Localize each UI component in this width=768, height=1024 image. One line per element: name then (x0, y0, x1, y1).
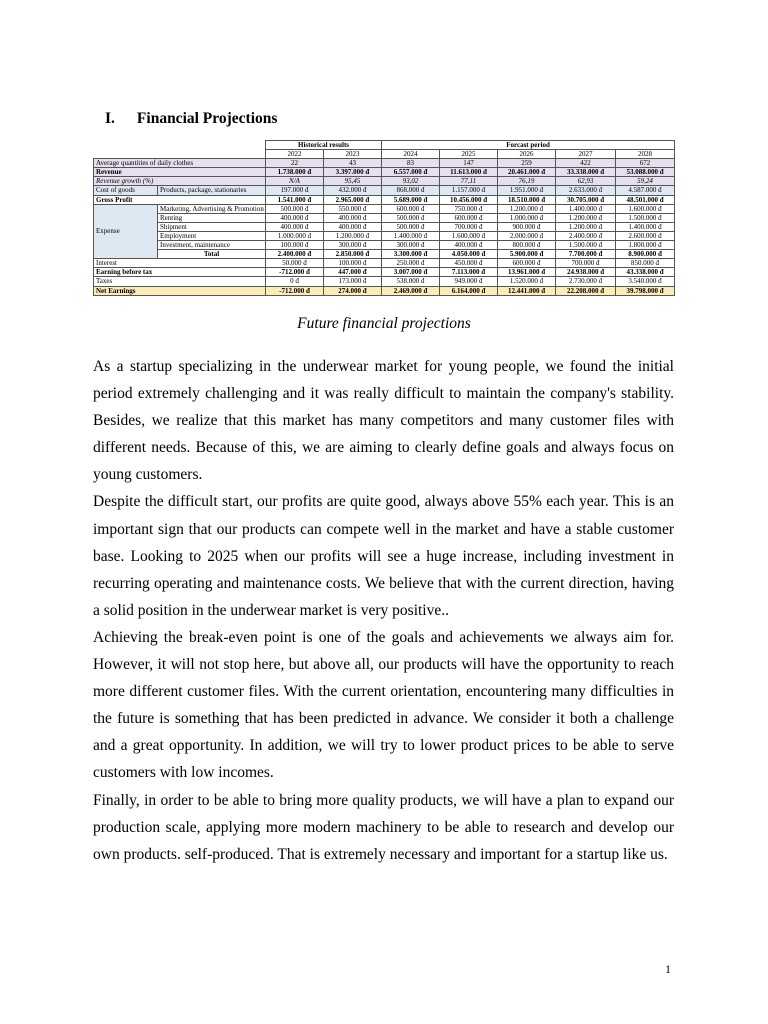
value-cell: 300.000 đ (382, 241, 440, 250)
value-cell: 5.900.000 đ (498, 250, 556, 259)
section-heading (105, 110, 277, 128)
value-cell: 900.000 đ (498, 222, 556, 231)
table-row-interest (94, 259, 675, 268)
value-cell: 500.000 đ (266, 204, 324, 213)
row-label: Net Earnings (94, 286, 266, 295)
table-row-marketing (94, 204, 675, 213)
year-cell: 2026 (498, 150, 556, 159)
value-cell: 39.798.000 đ (616, 286, 675, 295)
value-cell: 197.000 đ (266, 186, 324, 195)
value-cell: 447.000 đ (324, 268, 382, 277)
value-cell: -712.000 đ (266, 286, 324, 295)
value-cell: 1.200.000 đ (324, 231, 382, 240)
row-label: Gross Profit (94, 195, 266, 204)
value-cell: 83 (382, 159, 440, 168)
value-cell: 1.157.000 đ (440, 186, 498, 195)
value-cell: 500.000 đ (382, 213, 440, 222)
value-cell: 13.961.000 đ (498, 268, 556, 277)
value-cell: 700.000 đ (440, 222, 498, 231)
value-cell: 1.500.000 đ (556, 241, 616, 250)
value-cell: 400.000 đ (324, 213, 382, 222)
value-cell: 300.000 đ (324, 241, 382, 250)
value-cell: 600.000 đ (440, 213, 498, 222)
row-sublabel: Employment (158, 231, 266, 240)
value-cell: 100.000 đ (266, 241, 324, 250)
value-cell: 800.000 đ (498, 241, 556, 250)
value-cell: 53.088.000 đ (616, 168, 675, 177)
value-cell: 550.000 đ (324, 204, 382, 213)
value-cell: 259 (498, 159, 556, 168)
value-cell: 50.000 đ (266, 259, 324, 268)
value-cell: 1.600.000 đ (616, 204, 675, 213)
paragraph: Finally, in order to be able to bring more quality products, we will have a plan to expand our production scale, applying more modern machinery to be able to research and develop our own products. self-produced. That is extremely necessary and important for a startup like us. (93, 791, 674, 863)
value-cell: N/A (266, 177, 324, 186)
value-cell: 173.000 đ (324, 277, 382, 286)
section-number: I. (105, 110, 115, 127)
table-year-row (94, 150, 675, 159)
row-label: Earning before tax (94, 268, 266, 277)
value-cell: 1.400.000 đ (556, 204, 616, 213)
value-cell: 5.689.000 đ (382, 195, 440, 204)
historical-header: Historical results (266, 141, 382, 150)
value-cell: 400.000 đ (266, 222, 324, 231)
value-cell: 274.000 đ (324, 286, 382, 295)
row-label: Average quantities of daily clothes (94, 159, 266, 168)
value-cell: 4.587.000 đ (616, 186, 675, 195)
value-cell: 850.000 đ (616, 259, 675, 268)
value-cell: 12.441.000 đ (498, 286, 556, 295)
value-cell: 2.400.000 đ (556, 231, 616, 240)
value-cell: 3.540.000 đ (616, 277, 675, 286)
value-cell: 1.000.000 đ (266, 231, 324, 240)
value-cell: 11.613.000 đ (440, 168, 498, 177)
value-cell: -712.000 đ (266, 268, 324, 277)
row-label: Cost of goods (94, 186, 158, 195)
table-row-revenue (94, 168, 675, 177)
forecast-header: Forcast period (382, 141, 675, 150)
year-cell: 2028 (616, 150, 675, 159)
paragraph: Despite the difficult start, our profits are quite good, always above 55% each year. This is an important sign that our products can compete well in the market and have a stable customer base. Looking to 2025 when our profits will see a huge increase, including investment in recurring operating and maintenance costs. We believe that with the current direction, having a solid position in the underwear market is very positive.. (93, 493, 674, 619)
value-cell: 1.200.000 đ (556, 222, 616, 231)
table-row-net (94, 286, 675, 295)
value-cell: 7.113.000 đ (440, 268, 498, 277)
row-sublabel: Marketing, Advertising & Promotion (158, 204, 266, 213)
year-cell: 2022 (266, 150, 324, 159)
value-cell: 1.200.000 đ (498, 204, 556, 213)
value-cell: 0 đ (266, 277, 324, 286)
table-row-shipment (94, 222, 675, 231)
value-cell: 400.000 đ (440, 241, 498, 250)
value-cell: 1.600.000 đ (440, 231, 498, 240)
value-cell: 422 (556, 159, 616, 168)
value-cell: 2.600.000 đ (616, 231, 675, 240)
value-cell: 600.000 đ (382, 204, 440, 213)
value-cell: 432.000 đ (324, 186, 382, 195)
value-cell: 59,24 (616, 177, 675, 186)
section-title: Financial Projections (136, 110, 278, 127)
table-row-total (94, 250, 675, 259)
row-sublabel: Products, package, stationaries (158, 186, 266, 195)
value-cell: 750.000 đ (440, 204, 498, 213)
value-cell: 1.541.000 đ (266, 195, 324, 204)
value-cell: 22.208.000 đ (556, 286, 616, 295)
value-cell: 18.510.000 đ (498, 195, 556, 204)
page-number: 1 (665, 962, 671, 976)
value-cell: 7.700.000 đ (556, 250, 616, 259)
value-cell: 77,11 (440, 177, 498, 186)
value-cell: 1.520.000 đ (498, 277, 556, 286)
paragraph: As a startup specializing in the underwear market for young people, we found the initial period extremely challenging and it was really difficult to maintain the company's stability. Besides, we realize that this market has many competitors and many customer files with different needs. Because of this, we are aiming to clearly define goals and always focus on young customers. (93, 358, 674, 484)
table-row-growth (94, 177, 675, 186)
value-cell: 3.007.000 đ (382, 268, 440, 277)
value-cell: 62,93 (556, 177, 616, 186)
table-row-gross (94, 195, 675, 204)
financial-projections-table (93, 140, 675, 296)
row-label: Interest (94, 259, 266, 268)
table-row-renting (94, 213, 675, 222)
value-cell: 949.000 đ (440, 277, 498, 286)
year-cell: 2025 (440, 150, 498, 159)
year-cell: 2023 (324, 150, 382, 159)
value-cell: 672 (616, 159, 675, 168)
row-label: Revenue (94, 168, 266, 177)
value-cell: 1.500.000 đ (616, 213, 675, 222)
row-sublabel: Investment, maintenance (158, 241, 266, 250)
value-cell: 4.050.000 đ (440, 250, 498, 259)
value-cell: 1.400.000 đ (616, 222, 675, 231)
row-sublabel: Renting (158, 213, 266, 222)
value-cell: 76,19 (498, 177, 556, 186)
value-cell: 22 (266, 159, 324, 168)
value-cell: 450.000 đ (440, 259, 498, 268)
table-row-ebt (94, 268, 675, 277)
value-cell: 8.900.000 đ (616, 250, 675, 259)
value-cell: 1.000.000 đ (498, 213, 556, 222)
value-cell: 500.000 đ (382, 222, 440, 231)
value-cell: 2.850.000 đ (324, 250, 382, 259)
value-cell: 30.705.000 đ (556, 195, 616, 204)
value-cell: 2.000.000 đ (498, 231, 556, 240)
table-caption: Future financial projections (297, 315, 471, 332)
value-cell: 6.557.000 đ (382, 168, 440, 177)
table-row-employment (94, 231, 675, 240)
table-row-cogs (94, 186, 675, 195)
value-cell: 1.400.000 đ (382, 231, 440, 240)
value-cell: 6.164.000 đ (440, 286, 498, 295)
value-cell: 1.800.000 đ (616, 241, 675, 250)
value-cell: 2.633.000 đ (556, 186, 616, 195)
value-cell: 1.200.000 đ (556, 213, 616, 222)
value-cell: 400.000 đ (266, 213, 324, 222)
value-cell: 600.000 đ (498, 259, 556, 268)
value-cell: 3.397.000 đ (324, 168, 382, 177)
value-cell: 2.965.000 đ (324, 195, 382, 204)
value-cell: 33.338.000 đ (556, 168, 616, 177)
value-cell: 1.951.000 đ (498, 186, 556, 195)
value-cell: 24.938.000 đ (556, 268, 616, 277)
row-sublabel: Total (158, 250, 266, 259)
value-cell: 700.000 đ (556, 259, 616, 268)
row-label: Revenue growth (%) (94, 177, 266, 186)
year-cell: 2024 (382, 150, 440, 159)
paragraph: Achieving the break-even point is one of the goals and achievements we always aim for. However, it will not stop here, but above all, our products will have the opportunity to reach more different customer files. With the current orientation, encountering many difficulties in the future is something that has been predicted in advance. We consider it both a challenge and a great opportunity. In addition, we will try to lower product prices to be able to serve customers with low incomes. (93, 628, 674, 782)
value-cell: 538.000 đ (382, 277, 440, 286)
expense-group-label: Expense (94, 204, 158, 259)
value-cell: 2.730.000 đ (556, 277, 616, 286)
row-sublabel: Shipment (158, 222, 266, 231)
value-cell: 93,02 (382, 177, 440, 186)
value-cell: 250.000 đ (382, 259, 440, 268)
value-cell: 147 (440, 159, 498, 168)
value-cell: 43 (324, 159, 382, 168)
value-cell: 100.000 đ (324, 259, 382, 268)
value-cell: 20.461.000 đ (498, 168, 556, 177)
value-cell: 95,45 (324, 177, 382, 186)
value-cell: 2.469.000 đ (382, 286, 440, 295)
value-cell: 400.000 đ (324, 222, 382, 231)
value-cell: 48.501.000 đ (616, 195, 675, 204)
value-cell: 868.000 đ (382, 186, 440, 195)
value-cell: 43.338.000 đ (616, 268, 675, 277)
table-row-avg_qty (94, 159, 675, 168)
table-group-header-row (94, 141, 675, 150)
value-cell: 10.456.000 đ (440, 195, 498, 204)
row-label: Taxes (94, 277, 266, 286)
table-row-taxes (94, 277, 675, 286)
year-cell: 2027 (556, 150, 616, 159)
body-text (93, 353, 674, 868)
table-row-investment (94, 241, 675, 250)
value-cell: 2.400.000 đ (266, 250, 324, 259)
value-cell: 1.738.000 đ (266, 168, 324, 177)
value-cell: 3.300.000 đ (382, 250, 440, 259)
